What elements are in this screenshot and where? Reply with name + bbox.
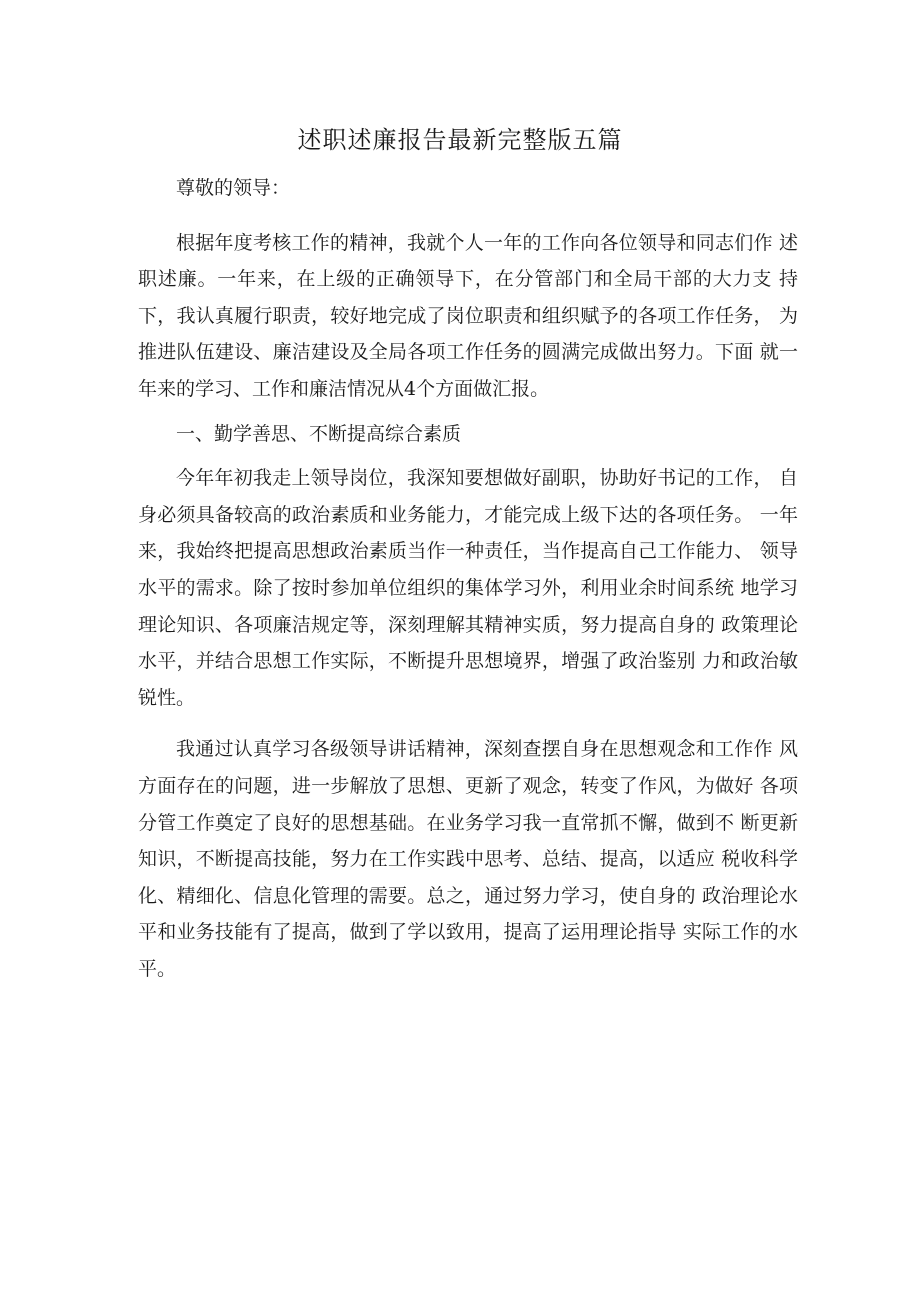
document-body: [138, 170, 798, 987]
document-title: 述职述廉报告最新完整版五篇: [297, 126, 623, 154]
paragraph-intro: 根据年度考核工作的精神，我就个人一年的工作向各位领导和同志们作 述职述廉。一年来，在上级的正确领导下，在分管部门和全局干部的大力支 持下，我认真履行职责，较好地完成了岗位职责和组织赋予的各项工作任务， 为推进队伍建设、廉洁建设及全局各项工作任务的圆满完成做出努力。下面 就一年来的学习、工作和廉洁情况从4个方面做汇报。: [138, 231, 798, 400]
paragraph-study-2: 我通过认真学习各级领导讲话精神，深刻查摆自身在思想观念和工作作 风方面存在的问题，进一步解放了思想、更新了观念，转变了作风，为做好 各项分管工作奠定了良好的思想基础。在业务学习我一直常抓不懈，做到不 断更新知识，不断提高技能，努力在工作实践中思考、总结、提高，以适应 税收科学化、精细化、信息化管理的需要。总之，通过努力学习，使自身的 政治理论水平和业务技能有了提高，做到了学以致用，提高了运用理论指导 实际工作的水平。: [138, 738, 798, 980]
section-heading-1: 一、勤学善思、不断提高综合素质: [176, 422, 462, 445]
paragraph-study-1: 今年年初我走上领导岗位，我深知要想做好副职，协助好书记的工作， 自身必须具备较高的政治素质和业务能力，才能完成上级下达的各项任务。 一年来，我始终把提高思想政治素质当作一种责任，当作提高自己工作能力、 领导水平的需求。除了按时参加单位组织的集体学习外，利用业余时间系统 地学习理论知识、各项廉洁规定等，深刻理解其精神实质，努力提高自身的 政策理论水平，并结合思想工作实际，不断提升思想境界，增强了政治鉴别 力和政治敏锐性。: [138, 467, 798, 709]
salutation: 尊敬的领导：: [176, 177, 291, 199]
